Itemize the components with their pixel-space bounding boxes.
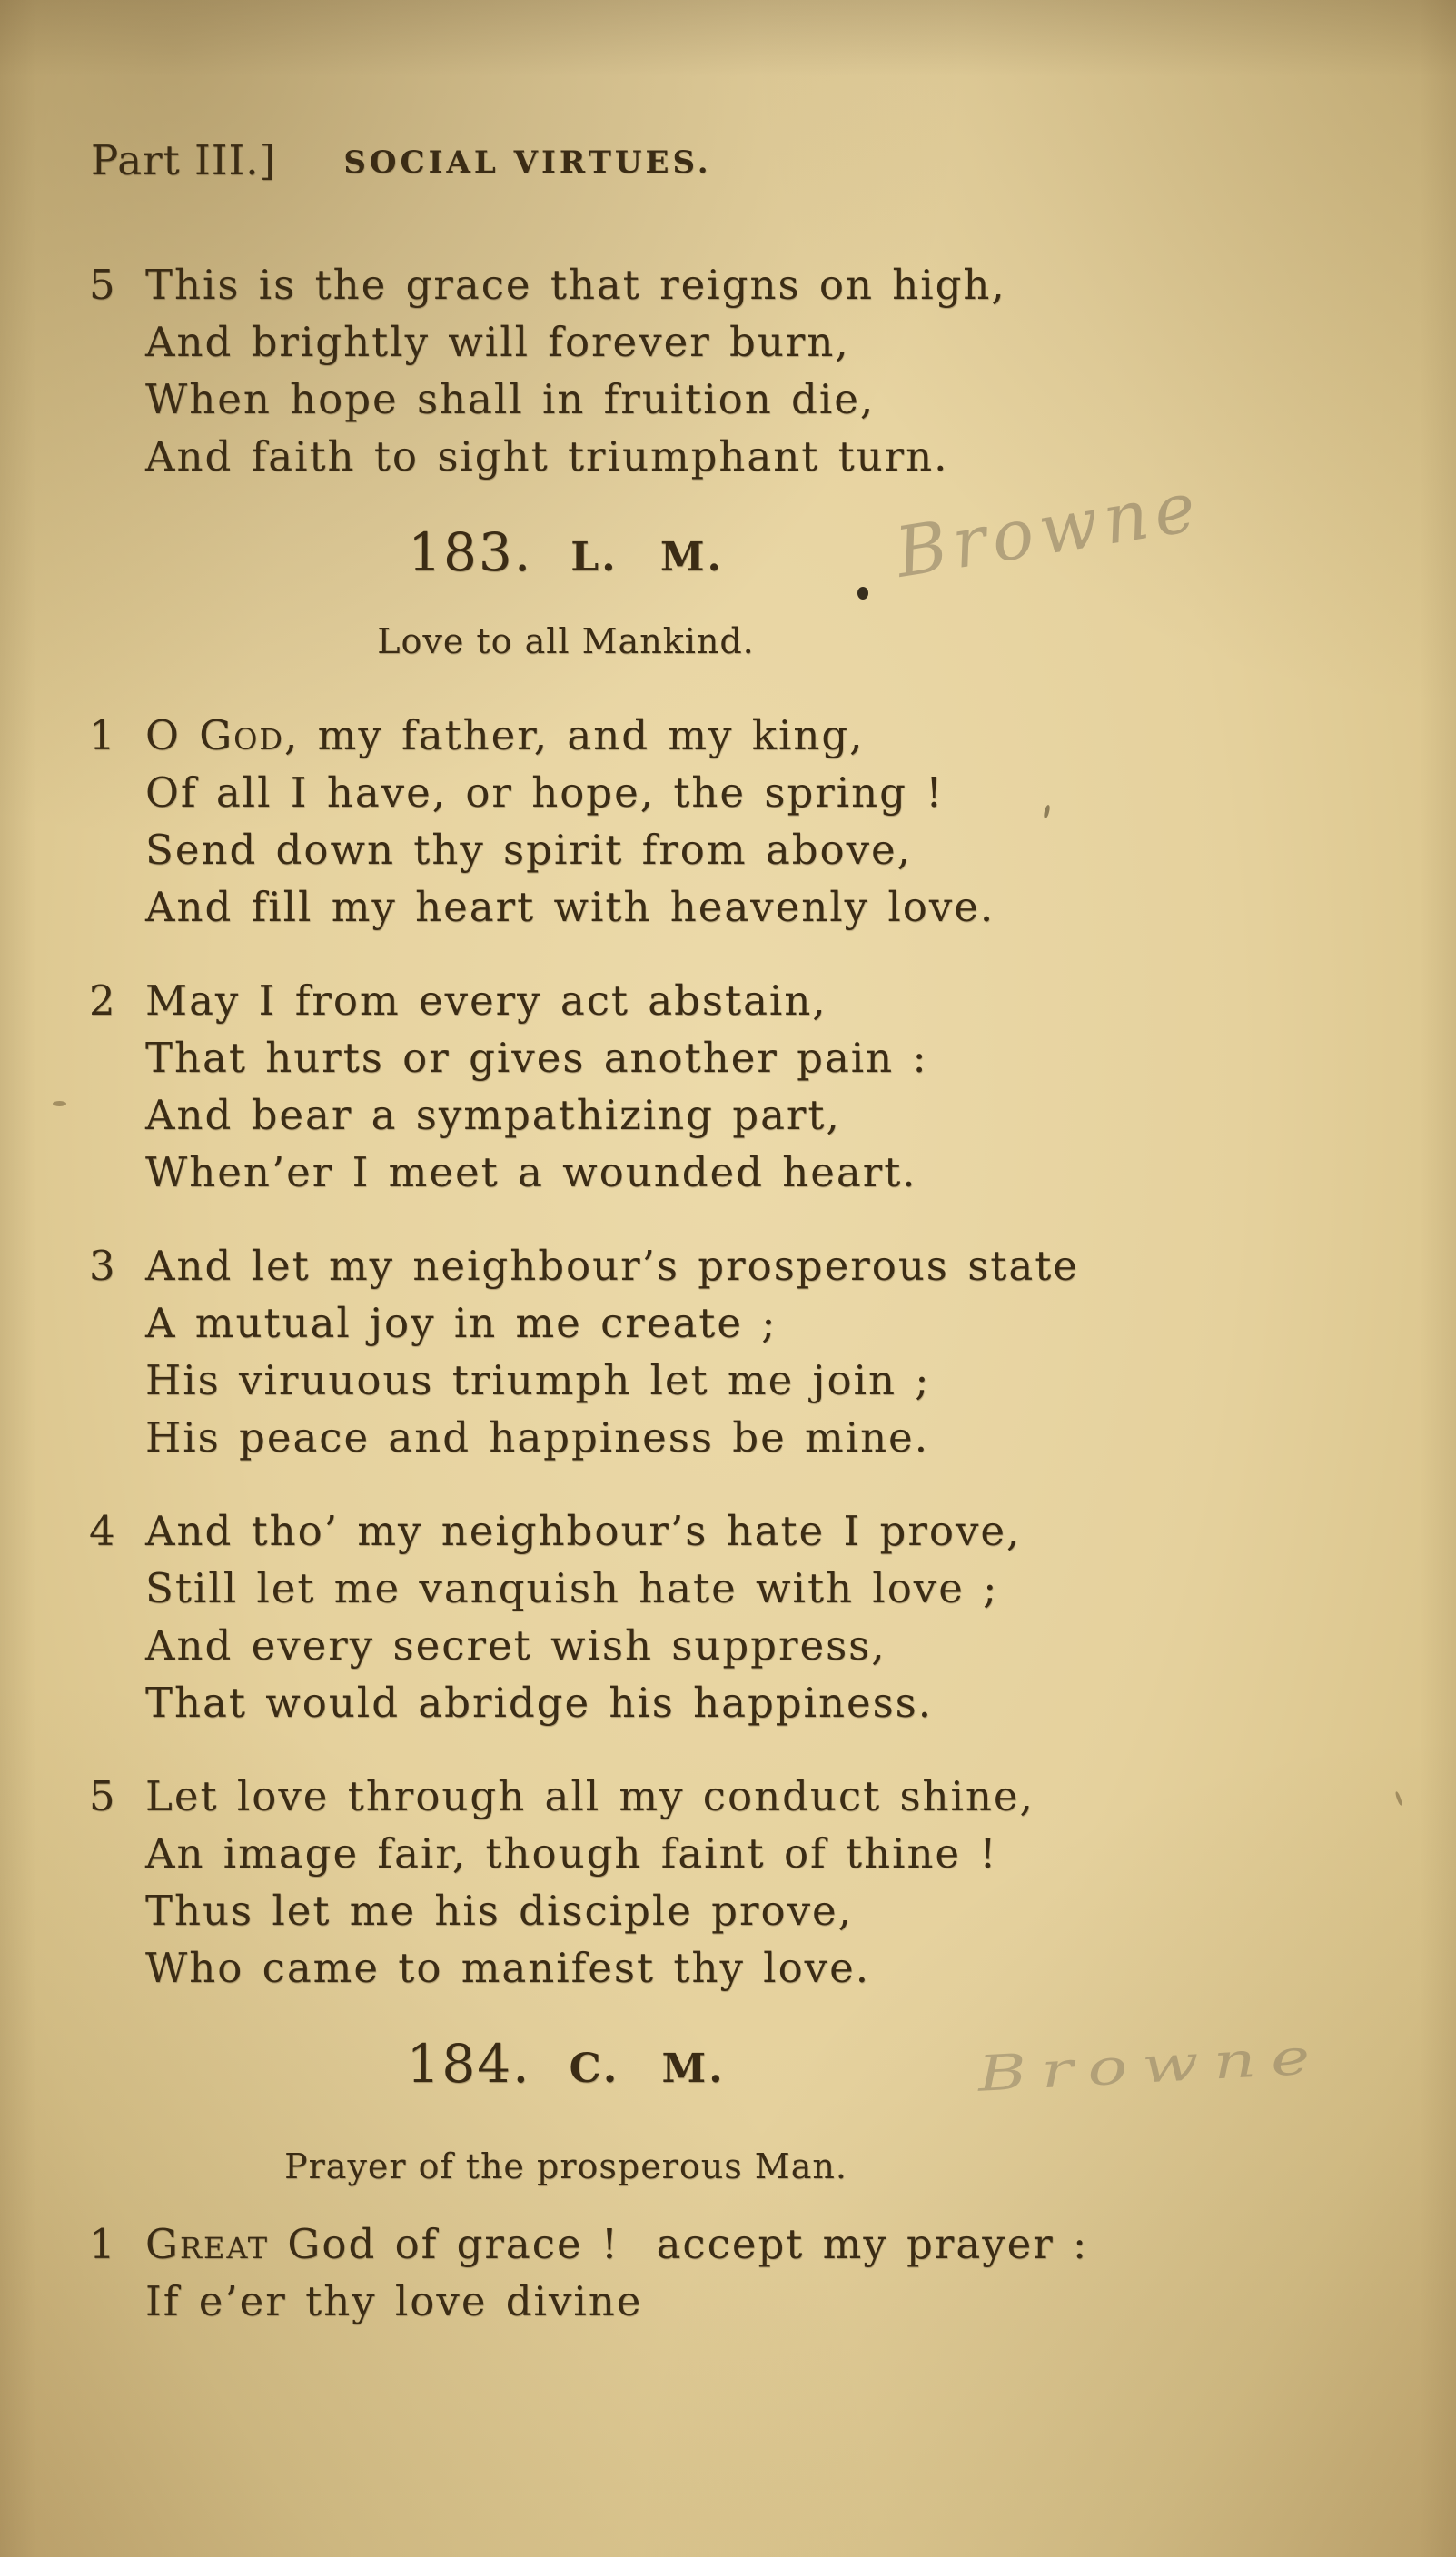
verse-line: This is the grace that reigns on high,	[145, 261, 1006, 309]
verse-number: 1	[89, 711, 115, 759]
verse-line: Send down thy spirit from above,	[145, 826, 912, 874]
hymn-183-subtitle: Love to all Mankind.	[377, 621, 755, 661]
hymn-184-subtitle: Prayer of the prosperous Man.	[284, 2146, 847, 2186]
verse-lines	[145, 2215, 1088, 2330]
verse-line: Of all I have, or hope, the spring !	[145, 768, 945, 817]
verse-line: And let my neighbour’s prosperous state	[145, 1242, 1079, 1290]
verse	[89, 1502, 1043, 1731]
verse-line: When hope shall in fruition die,	[145, 375, 876, 423]
page-header	[89, 136, 1043, 194]
verse-lines	[145, 1768, 1043, 1997]
hymn-184-verses	[89, 2215, 1089, 2330]
verse-line: And faith to sight triumphant turn.	[145, 432, 949, 481]
hymn-183-heading	[89, 521, 1043, 583]
verse-number: 1	[89, 2220, 115, 2268]
pencil-annotation: Browne	[890, 465, 1207, 593]
small-caps-text: Great	[145, 2220, 270, 2268]
verse-line: Still let me vanquish hate with love ;	[145, 1564, 999, 1612]
verse-lines	[145, 256, 1043, 485]
verse-line: And every secret wish suppress,	[145, 1621, 886, 1670]
verse-line: And tho’ my neighbour’s hate I prove,	[145, 1507, 1022, 1555]
verse-number: 2	[89, 976, 115, 1025]
verse	[89, 1768, 1043, 1997]
verse-lines	[145, 1502, 1043, 1731]
verse	[89, 2215, 1089, 2330]
hymn-number: 184.	[406, 2033, 531, 2095]
verse-number: 5	[89, 261, 115, 309]
verse-line: Let love through all my conduct shine,	[145, 1772, 1035, 1820]
header-running-title: SOCIAL VIRTUES.	[343, 144, 712, 181]
verse-number: 5	[89, 1772, 115, 1820]
hymn-meter: C. M.	[569, 2046, 726, 2092]
verse-line: That hurts or gives another pain :	[145, 1034, 928, 1082]
verse-line: And bear a sympathizing part,	[145, 1091, 841, 1139]
verse-number: 4	[89, 1507, 115, 1555]
hymn-meter: L. M.	[570, 534, 724, 580]
verse-line: And brightly will forever burn,	[145, 318, 850, 366]
pencil-annotation: Browne	[976, 2027, 1326, 2103]
verse-line: That would abridge his happiness.	[145, 1679, 934, 1727]
verse	[89, 972, 1043, 1201]
ink-speck	[1043, 805, 1050, 819]
ink-speck	[53, 1101, 66, 1106]
ink-speck	[1394, 1791, 1402, 1806]
verse-line: Great God of grace ! accept my prayer :	[145, 2220, 1089, 2268]
verse-number: 3	[89, 1242, 115, 1290]
header-part-label: Part III.]	[91, 136, 277, 184]
verse-line: O God, my father, and my king,	[145, 711, 865, 759]
verse-line: Thus let me his disciple prove,	[145, 1887, 853, 1935]
small-caps-text: O God	[145, 711, 285, 759]
verse-line: Who came to manifest thy love.	[145, 1944, 871, 1992]
verse-lines	[145, 972, 1043, 1201]
verse-line: May I from every act abstain,	[145, 976, 827, 1025]
verse-line: A mutual joy in me create ;	[145, 1299, 778, 1347]
verse-line: An image fair, though faint of thine !	[145, 1829, 998, 1878]
hymn-183-verses	[89, 707, 1079, 1997]
verse-line: His viruuous triumph let me join ;	[145, 1356, 931, 1404]
verse	[89, 256, 1043, 485]
verse	[89, 1237, 1079, 1466]
verse-lines	[145, 1237, 1079, 1466]
hymn-number: 183.	[408, 521, 533, 583]
hymn-184-heading	[89, 2033, 1043, 2095]
verse-line: His peace and happiness be mine.	[145, 1413, 929, 1462]
verse-lines	[145, 707, 1043, 936]
verse	[89, 707, 1043, 936]
verse-line: When’er I meet a wounded heart.	[145, 1148, 917, 1196]
verse-line: And fill my heart with heavenly love.	[145, 883, 995, 931]
continuation-stanza	[89, 256, 1043, 485]
verse-line: If e’er thy love divine	[145, 2277, 643, 2325]
